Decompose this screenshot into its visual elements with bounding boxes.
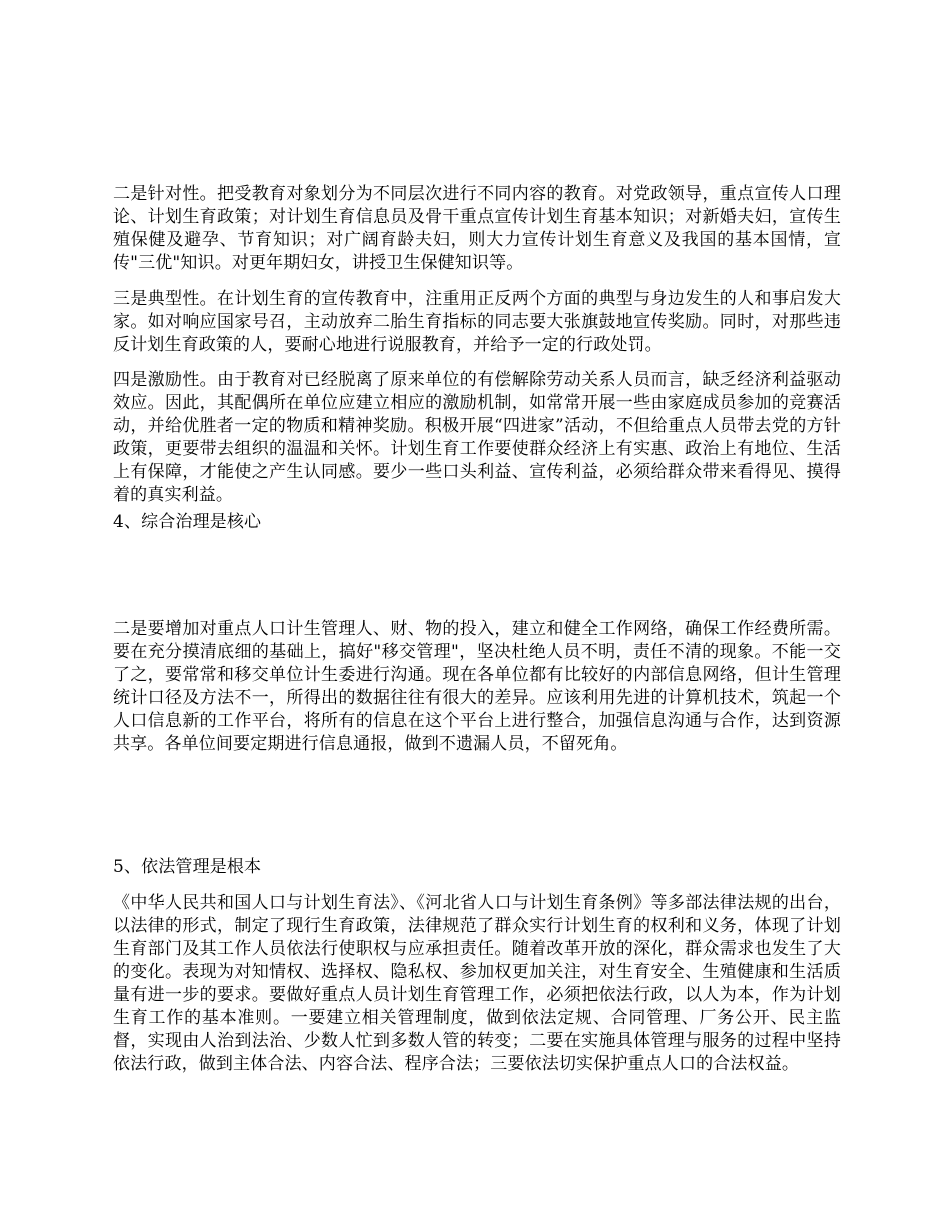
paragraph-incentives: 四是激励性。由于教育对已经脱离了原来单位的有偿解除劳动关系人员而言，缺乏经济利益驱动效应。因此，其配偶所在单位应建立相应的激励机制，如常常开展一些由家庭成员参加的竞赛活动，并给优胜者一定的物质和精神奖励。积极开展“四进家”活动，不但给重点人员带去党的方针政策，更要带去组织的温温和关怀。计划生育工作要使群众经济上有实惠、政治上有地位、生活上有保障，才能使之产生认同感。要少一些口头利益、宣传利益，必须给群众带来看得见、摸得着的真实利益。	[113, 370, 841, 505]
section-heading-comprehensive-governance: 4、综合治理是核心	[113, 512, 262, 532]
paragraph-lawful-administration: 《中华人民共和国人口与计划生育法》、《河北省人口与计划生育条例》等多部法律法规的出台，以法律的形式，制定了现行生育政策，法律规范了群众实行计划生育的权利和义务，体现了计划生育部门及其工作人员依法行使职权与应承担责任。随着改革开放的深化，群众需求也发生了大的变化。表现为对知情权、选择权、隐私权、参加权更加关注，对生育安全、生殖健康和生活质量有进一步的要求。要做好重点人员计划生育管理工作，必须把依法行政，以人为本，作为计划生育工作的基本准则。一要建立相关管理制度，做到依法定规、合同管理、厂务公开、民主监督，实现由人治到法治、少数人忙到多数人管的转变；二要在实施具体管理与服务的过程中坚持依法行政，做到主体合法、内容合法、程序合法；三要依法切实保护重点人口的合法权益。	[113, 893, 841, 1074]
paragraph-investment-network: 二是要增加对重点人口计生管理人、财、物的投入，建立和健全工作网络，确保工作经费所需。要在充分摸清底细的基础上，搞好"移交管理"，坚决杜绝人员不明，责任不清的现象。不能一交了之，要常常和移交单位计生委进行沟通。现在各单位都有比较好的内部信息网络，但计生管理统计口径及方法不一，所得出的数据往往有很大的差异。应该利用先进的计算机技术，筑起一个人口信息新的工作平台，将所有的信息在这个平台上进行整合，加强信息沟通与合作，达到资源共享。各单位间要定期进行信息通报，做到不遗漏人员，不留死角。	[113, 619, 841, 754]
section-heading-lawful-management: 5、依法管理是根本	[113, 857, 262, 877]
paragraph-targeted-education: 二是针对性。把受教育对象划分为不同层次进行不同内容的教育。对党政领导，重点宣传人口理论、计划生育政策；对计划生育信息员及骨干重点宣传计划生育基本知识；对新婚夫妇，宣传生殖保健及避孕、节育知识；对广阔育龄夫妇，则大力宣传计划生育意义及我国的基本国情，宣传"三优"知识。对更年期妇女，讲授卫生保健知识等。	[113, 184, 841, 273]
paragraph-typical-examples: 三是典型性。在计划生育的宣传教育中，注重用正反两个方面的典型与身边发生的人和事启发大家。如对响应国家号召，主动放弃二胎生育指标的同志要大张旗鼓地宣传奖励。同时，对那些违反计划生育政策的人，要耐心地进行说服教育，并给予一定的行政处罚。	[113, 289, 841, 355]
